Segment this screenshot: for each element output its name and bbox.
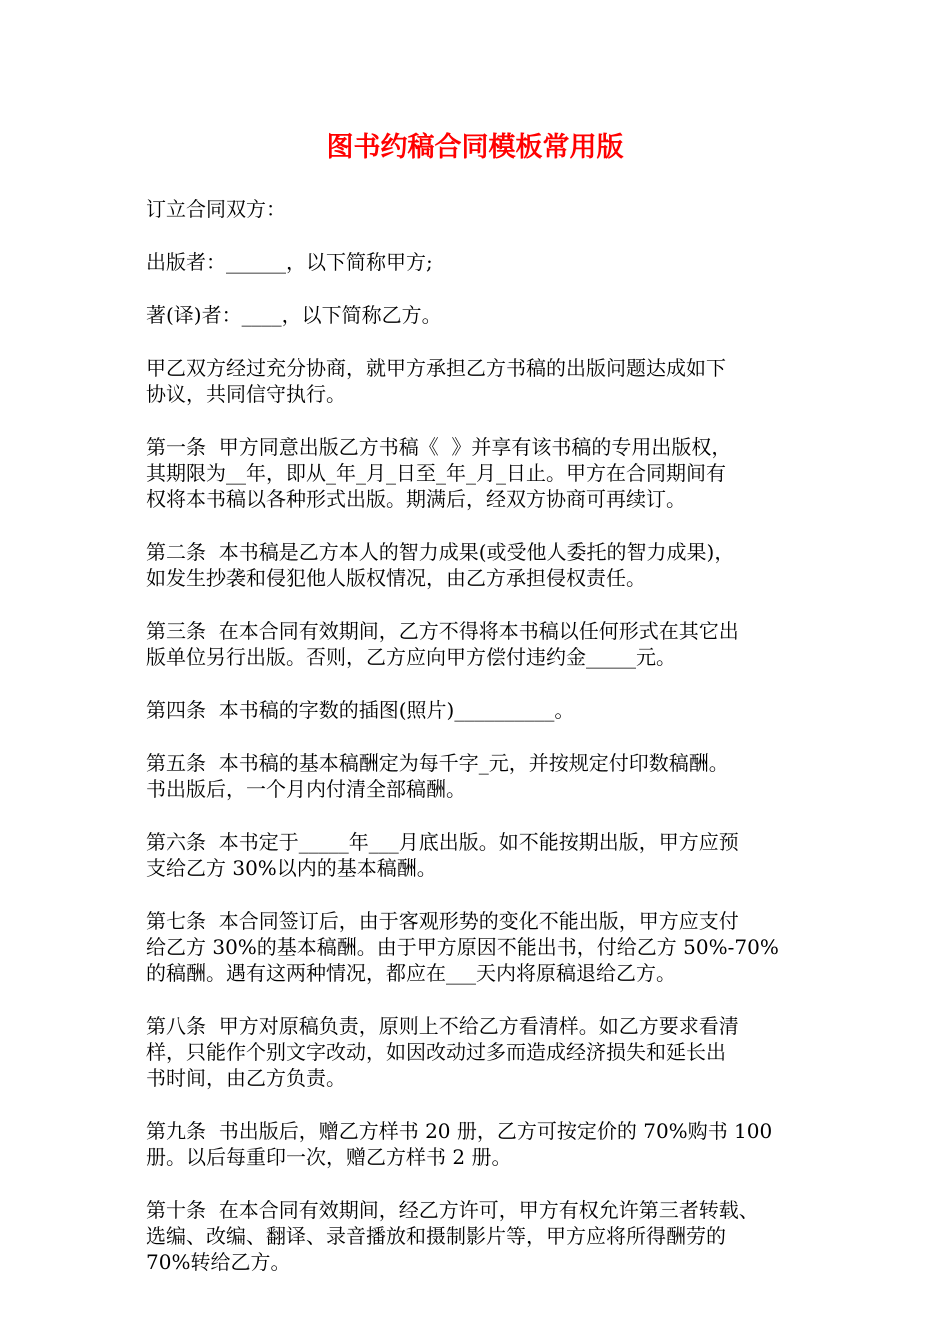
paragraph-line: 支给乙方 30%以内的基本稿酬。 [146,856,437,880]
paragraph [146,697,812,723]
paragraph [146,302,812,328]
paragraph-line: 订立合同双方： [146,197,286,221]
paragraph-line: 选编、改编、翻译、录音播放和摄制影片等，甲方应将所得酬劳的 [146,1224,726,1248]
paragraph-line: 样，只能作个别文字改动，如因改动过多而造成经济损失和延长出 [146,1040,726,1064]
paragraph [146,1118,812,1170]
paragraph-line: 著(译)者：____，以下简称乙方。 [146,303,442,327]
paragraph-line: 70%转给乙方。 [146,1250,291,1274]
paragraph-line: 协议，共同信守执行。 [146,382,346,406]
paragraph [146,908,812,986]
paragraph-line: 第八条 甲方对原稿负责，原则上不给乙方看清样。如乙方要求看清 [146,1014,739,1038]
paragraph-line: 书时间，由乙方负责。 [146,1066,346,1090]
paragraph-line: 版单位另行出版。否则，乙方应向甲方偿付违约金_____元。 [146,645,676,669]
document-title: 图书约稿合同模板常用版 [326,132,624,163]
paragraph-line: 第七条 本合同签订后，由于客观形势的变化不能出版，甲方应支付 [146,909,739,933]
paragraph-line: 第九条 书出版后，赠乙方样书 20 册，乙方可按定价的 70%购书 100 [146,1119,773,1143]
paragraph-line: 书出版后，一个月内付清全部稿酬。 [146,777,466,801]
paragraph [146,1197,812,1275]
paragraph-line: 第四条 本书稿的字数的插图(照片)__________。 [146,698,575,722]
paragraph-line: 第三条 在本合同有效期间，乙方不得将本书稿以任何形式在其它出 [146,619,739,643]
paragraph-line: 甲乙双方经过充分协商，就甲方承担乙方书稿的出版问题达成如下 [146,356,726,380]
paragraph-line: 第六条 本书定于_____年___月底出版。如不能按期出版，甲方应预 [146,830,739,854]
paragraph-line: 第一条 甲方同意出版乙方书稿《 》并享有该书稿的专用出版权， [146,435,732,459]
paragraph-line: 第十条 在本合同有效期间，经乙方许可，甲方有权允许第三者转载、 [146,1198,759,1222]
paragraph-line: 其期限为__年，即从_年_月_日至_年_月_日止。甲方在合同期间有 [146,461,726,485]
paragraph [146,249,812,275]
paragraph [146,829,812,881]
paragraph [146,1013,812,1091]
paragraph [146,750,812,802]
paragraph-line: 册。以后每重印一次，赠乙方样书 2 册。 [146,1145,512,1169]
paragraph-line: 第二条 本书稿是乙方本人的智力成果(或受他人委托的智力成果)， [146,540,735,564]
paragraph [146,355,812,407]
paragraph [146,539,812,591]
paragraph-line: 第五条 本书稿的基本稿酬定为每千字_元，并按规定付印数稿酬。 [146,751,729,775]
paragraph [146,434,812,512]
paragraph [146,196,812,222]
document-body [146,196,812,1302]
paragraph-line: 的稿酬。遇有这两种情况，都应在___天内将原稿退给乙方。 [146,961,676,985]
paragraph [146,618,812,670]
paragraph-line: 给乙方 30%的基本稿酬。由于甲方原因不能出书，付给乙方 50%-70% [146,935,779,959]
paragraph-line: 出版者：______，以下简称甲方; [146,250,433,274]
paragraph-line: 权将本书稿以各种形式出版。期满后，经双方协商可再续订。 [146,487,686,511]
paragraph-line: 如发生抄袭和侵犯他人版权情况，由乙方承担侵权责任。 [146,566,646,590]
